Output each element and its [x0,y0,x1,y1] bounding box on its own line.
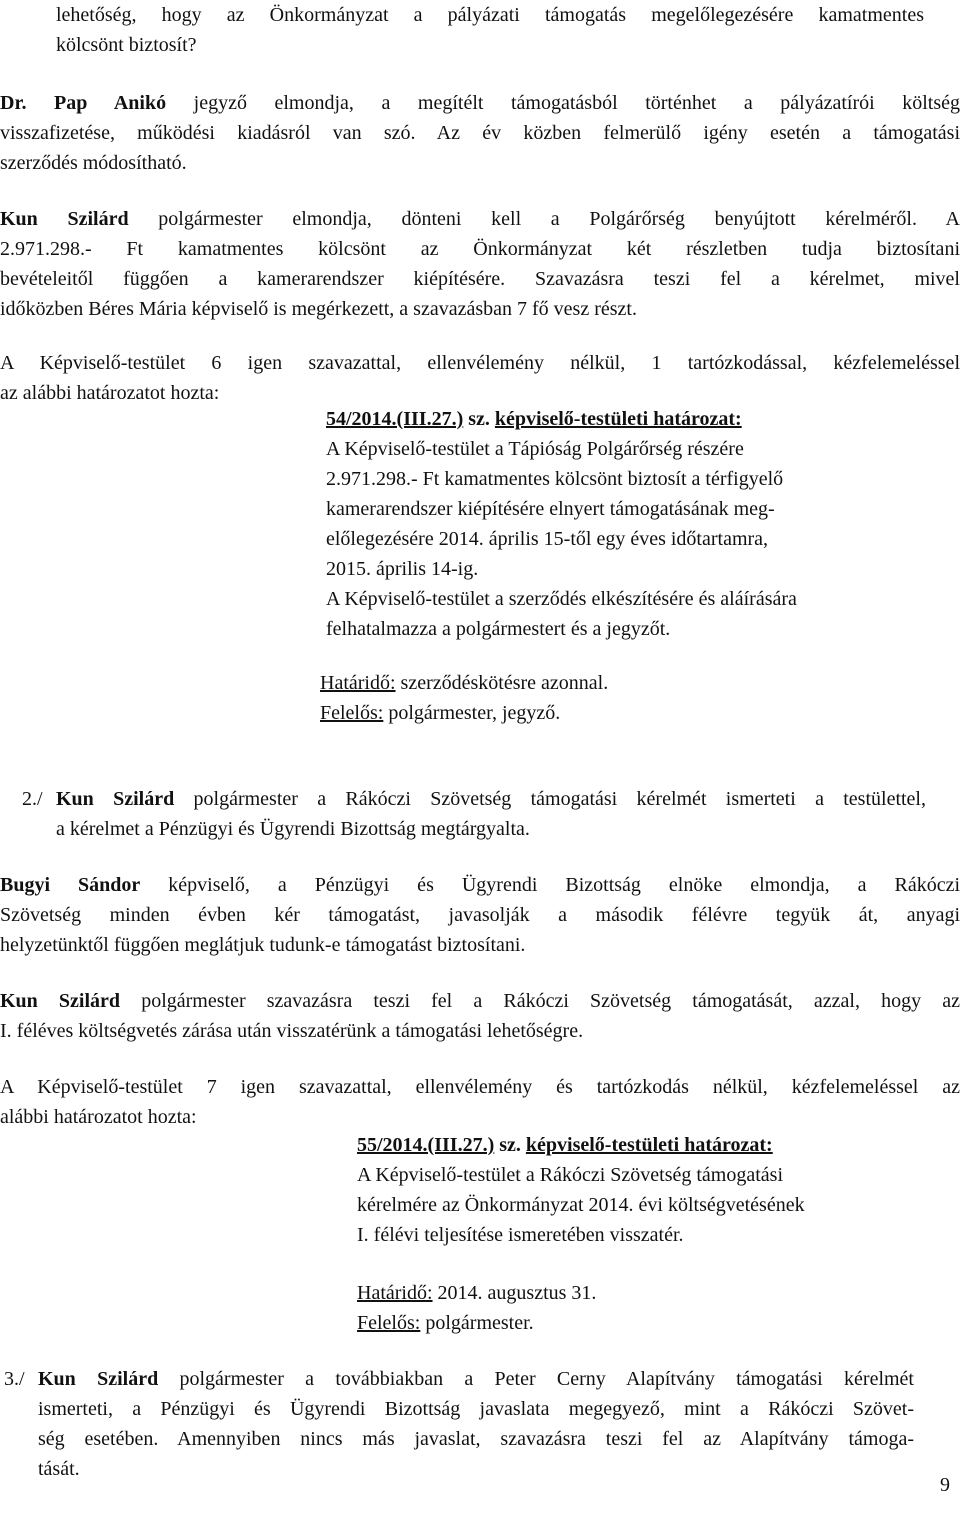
text-line: kölcsönt biztosít? [56,34,197,56]
text-line: helyzetünktől függően meglátjuk tudunk-e támogatást biztosítani. [0,934,526,956]
paragraph-kun-szilard-2 [0,986,960,1046]
responsible-label: Felelős: [320,702,384,724]
text-span: polgármester a Rákóczi Szövetség támogatási kérelmét ismerteti a testülettel, [174,788,926,810]
text-line [0,88,960,118]
resolution-line: A Képviselő-testület a Tápióság Polgárőrség részére [326,438,744,460]
text-line [0,204,960,234]
resolution-line: A Képviselő-testület a szerződés elkészítésére és aláírására [326,588,797,610]
resolution-line: előlegezésére 2014. április 15-től egy éves időtartamra, [326,528,769,550]
speaker-name: Dr. Pap Anikó [0,92,167,114]
resolution-line: A Képviselő-testület a Rákóczi Szövetség támogatási [357,1164,783,1186]
text-line: visszafizetése, működési kiadásról van szó. Az év közben felmerülő igény esetén a támogatási [0,122,960,144]
resolution-number: 54/2014.(III.27.) [326,408,464,430]
paragraph-pap-aniko [0,88,960,178]
speaker-name: Kun Szilárd [0,990,121,1012]
resolution-title: képviselő-testületi határozat: [494,408,742,430]
text-line [56,784,926,814]
speaker-name: Kun Szilárd [56,788,175,810]
resolution-line: I. félévi teljesítése ismeretében visszatér. [357,1224,684,1246]
text-line: időközben Béres Mária képviselő is megérkezett, a szavazásban 7 fő vesz részt. [0,298,637,320]
deadline-value: szerződéskötésre azonnal. [395,672,609,694]
text-line: ismerteti, a Pénzügyi és Ügyrendi Bizottság javaslata megegyező, mint a Rákóczi Szövet- [38,1398,914,1420]
text-line: ség esetében. Amennyiben nincs más javaslat, szavazásra teszi fel az Alapítvány támoga- [38,1428,914,1450]
item-number: 2./ [22,788,43,810]
text-line: az alábbi határozatot hozta: [0,382,220,404]
paragraph-kun-szilard-1 [0,204,960,324]
resolution-line: felhatalmazza a polgármestert és a jegyzőt. [326,618,671,640]
text-span: képviselő, a Pénzügyi és Ügyrendi Bizottság elnöke elmondja, a Rákóczi [140,874,960,896]
text-line [38,1364,914,1394]
resolution-heading [357,1130,937,1160]
deadline-line [320,668,920,698]
resolution-heading [326,404,926,434]
deadline-line [357,1278,937,1308]
text-line [0,986,960,1016]
text-span: polgármester elmondja, dönteni kell a Polgárőrség benyújtott kérelméről. A [128,208,960,230]
resolution-line: 2.971.298.- Ft kamatmentes kölcsönt biztosít a térfigyelő [326,468,784,490]
paragraph-bugyi-sandor [0,870,960,960]
text-line: Szövetség minden évben kér támogatást, javasolják a második félévre tegyük át, anyagi [0,904,960,926]
text-line: I. féléves költségvetés zárása után visszatérünk a támogatási lehetőségre. [0,1020,584,1042]
text-line: A Képviselő-testület 6 igen szavazattal, ellenvélemény nélkül, 1 tartózkodással, kézfelemeléssel [0,352,960,374]
resolution-line: 2015. április 14-ig. [326,558,479,580]
text-span: jegyző elmondja, a megítélt támogatásból történhet a pályázatírói költség [166,92,960,114]
paragraph-vote-7 [0,1072,960,1132]
resolution-sz: sz. [494,1134,526,1156]
resolution-54-footer [320,668,920,728]
resolution-number: 55/2014.(III.27.) [357,1134,495,1156]
agenda-item-3 [38,1364,914,1484]
resolution-sz: sz. [463,408,495,430]
responsible-label: Felelős: [357,1312,421,1334]
text-line: szerződés módosítható. [0,152,187,174]
page-number: 9 [940,1474,950,1496]
responsible-value: polgármester. [420,1312,534,1334]
speaker-name: Kun Szilárd [0,208,129,230]
speaker-name: Bugyi Sándor [0,874,141,896]
text-line: alábbi határozatot hozta: [0,1106,197,1128]
responsible-line [320,698,920,728]
agenda-item-2 [56,784,926,844]
text-line: 2.971.298.- Ft kamatmentes kölcsönt az Önkormányzat két részletben tudja biztosítani [0,238,960,260]
paragraph-vote-6 [0,348,960,408]
resolution-55-footer [357,1278,937,1338]
paragraph-question-end [56,0,924,60]
resolution-55 [357,1130,937,1250]
deadline-label: Határidő: [357,1282,433,1304]
text-line: a kérelmet a Pénzügyi és Ügyrendi Bizottság megtárgyalta. [56,818,530,840]
text-line: bevételeitől függően a kamerarendszer kiépítésére. Szavazásra teszi fel a kérelmet, mivel [0,268,960,290]
text-span: polgármester a továbbiakban a Peter Cerny Alapítvány támogatási kérelmét [158,1368,914,1390]
item-number: 3./ [4,1368,25,1390]
responsible-line [357,1308,937,1338]
deadline-label: Határidő: [320,672,396,694]
text-span: polgármester szavazásra teszi fel a Rákóczi Szövetség támogatását, azzal, hogy az [120,990,960,1012]
text-line [0,870,960,900]
deadline-value: 2014. augusztus 31. [432,1282,597,1304]
resolution-54 [326,404,926,644]
text-line: lehetőség, hogy az Önkormányzat a pályázati támogatás megelőlegezésére kamatmentes [56,4,924,26]
resolution-line: kérelmére az Önkormányzat 2014. évi költségvetésének [357,1194,805,1216]
responsible-value: polgármester, jegyző. [383,702,561,724]
resolution-line: kamerarendszer kiépítésére elnyert támogatásának meg- [326,498,775,520]
text-line: tását. [38,1458,80,1480]
speaker-name: Kun Szilárd [38,1368,159,1390]
text-line: A Képviselő-testület 7 igen szavazattal, ellenvélemény és tartózkodás nélkül, kézfelemeléssel az [0,1076,960,1098]
resolution-title: képviselő-testületi határozat: [525,1134,773,1156]
